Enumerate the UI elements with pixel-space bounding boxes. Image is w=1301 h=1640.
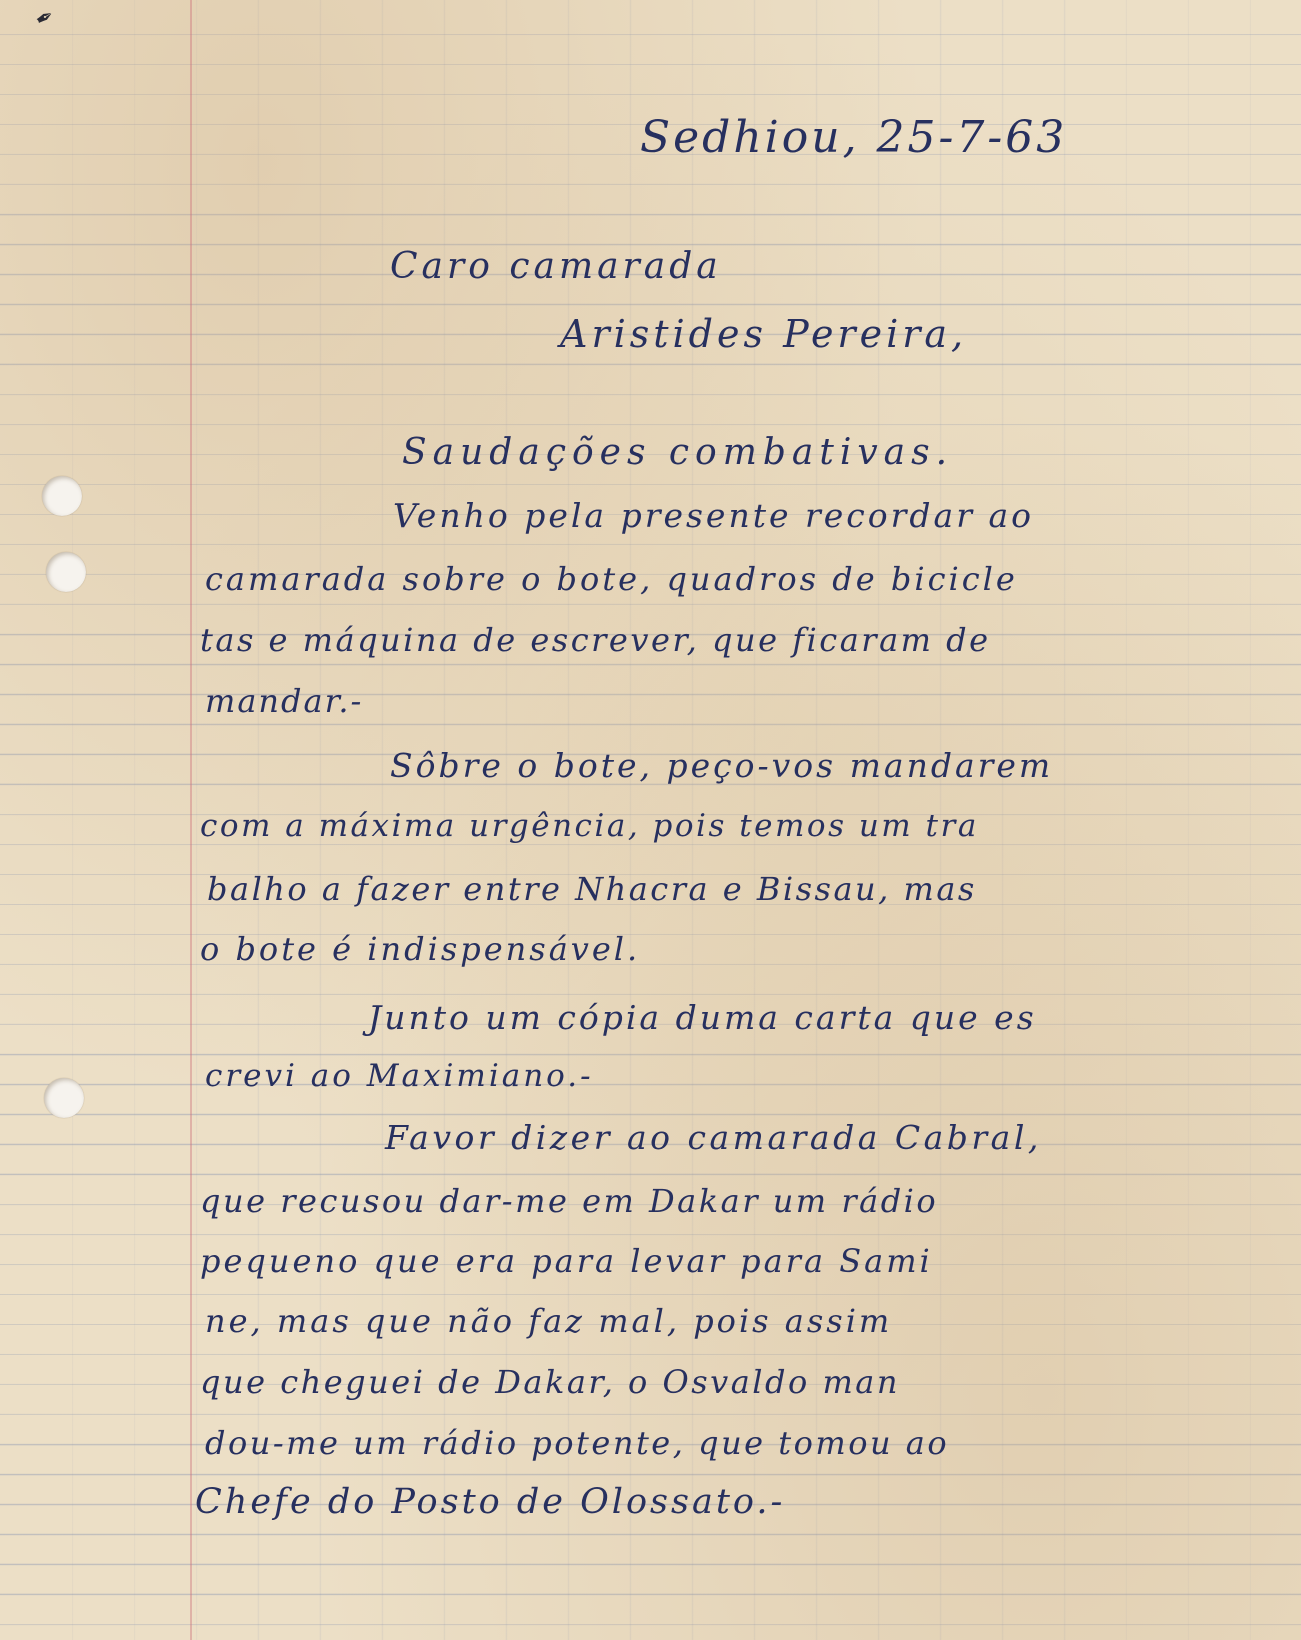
letter-line: Saudações combativas. — [402, 432, 954, 473]
punch-hole-middle — [46, 552, 86, 592]
punch-hole-bottom — [44, 1078, 84, 1118]
letter-line: que recusou dar-me em Dakar um rádio — [200, 1182, 939, 1220]
letter-line: Sôbre o bote, peço-vos mandarem — [390, 746, 1054, 785]
letter-line: o bote é indispensável. — [200, 930, 641, 968]
letter-line: com a máxima urgência, pois temos um tra — [200, 808, 979, 844]
letter-line: dou-me um rádio potente, que tomou ao — [205, 1424, 950, 1462]
letter-line: ne, mas que não faz mal, pois assim — [205, 1302, 893, 1340]
letter-line: Junto um cópia duma carta que es — [368, 998, 1037, 1037]
letter-line: Chefe do Posto de Olossato.- — [195, 1482, 786, 1522]
letter-line: balho a fazer entre Nhacra e Bissau, mas — [207, 870, 977, 908]
letter-line: tas e máquina de escrever, que ficaram de — [200, 621, 991, 659]
letter-line: pequeno que era para levar para Sami — [200, 1242, 933, 1280]
punch-hole-top — [42, 476, 82, 516]
letter-line: Venho pela presente recordar ao — [393, 496, 1035, 535]
ink-blot-mark: ✒ — [30, 3, 60, 34]
salutation-greeting: Caro camarada — [390, 246, 722, 287]
letter-line: mandar.- — [205, 682, 364, 720]
salutation-recipient: Aristides Pereira, — [560, 312, 968, 356]
paper-margin-line — [190, 0, 192, 1640]
letter-line: que cheguei de Dakar, o Osvaldo man — [200, 1363, 900, 1401]
letter-line: Favor dizer ao camarada Cabral, — [385, 1118, 1042, 1157]
letter-line: crevi ao Maximiano.- — [205, 1058, 594, 1094]
letter-date: Sedhiou, 25-7-63 — [640, 112, 1068, 163]
letter-line: camarada sobre o bote, quadros de bicicle — [205, 560, 1018, 598]
